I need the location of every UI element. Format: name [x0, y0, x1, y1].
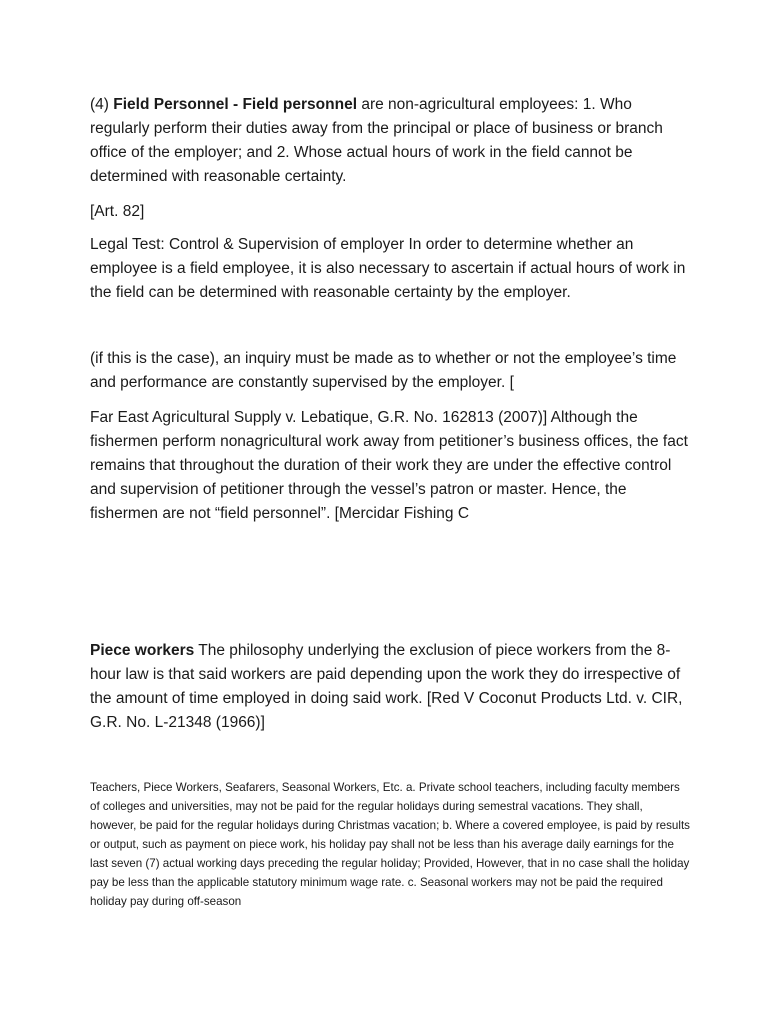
piece-workers-paragraph — [90, 639, 690, 735]
field-personnel-body: are non-agricultural employees: 1. Who regularly perform their duties away from the principal or place of business or branch office of the employer; and 2. Whose actual hours of work in the field cannot be determined with reasonable certainty. — [90, 96, 663, 185]
piece-workers-heading: Piece workers — [90, 642, 195, 659]
teachers-paragraph: Teachers, Piece Workers, Seafarers, Seasonal Workers, Etc. a. Private school teachers, including faculty members of colleges and universities, may not be paid for the regular holidays during semestral vacations. They shall, however, be paid for the regular holidays during Christmas vacation; b. Where a covered employee, is paid by results or output, such as payment on piece work, his holiday pay shall not be less than his average daily earnings for the last seven (7) actual working days preceding the regular holiday; Provided, However, that in no case shall the holiday pay be less than the applicable statutory minimum wage rate. c. Seasonal workers may not be paid the required holiday pay during off-season — [90, 781, 690, 908]
field-personnel-paragraph — [90, 93, 690, 189]
field-personnel-heading: Field Personnel - Field personnel — [113, 96, 358, 113]
legal-test-paragraph: Legal Test: Control & Supervision of employer In order to determine whether an employee is a field employee, it is also necessary to ascertain if actual hours of work in the field can be determined with reasonable certainty by the employer. — [90, 236, 686, 301]
section-number: (4) — [90, 96, 109, 113]
inquiry-paragraph: (if this is the case), an inquiry must be made as to whether or not the employee’s time and performance are constantly supervised by the employer. [ — [90, 350, 677, 391]
piece-workers-body: The philosophy underlying the exclusion of piece workers from the 8-hour law is that said workers are paid depending upon the work they do irrespective of the amount of time employed in doing said work. [Red V Coconut Products Ltd. v. CIR, G.R. No. L-21348 (1966)] — [90, 642, 683, 731]
article-reference: [Art. 82] — [90, 203, 145, 220]
far-east-case-paragraph: Far East Agricultural Supply v. Lebatique, G.R. No. 162813 (2007)] Although the fishermen perform nonagricultural work away from petitioner’s business offices, the fact remains that throughout the duration of their work they are under the effective control and supervision of petitioner through the vessel’s patron or master. Hence, the fishermen are not “field personnel”. [Mercidar Fishing C — [90, 409, 688, 522]
